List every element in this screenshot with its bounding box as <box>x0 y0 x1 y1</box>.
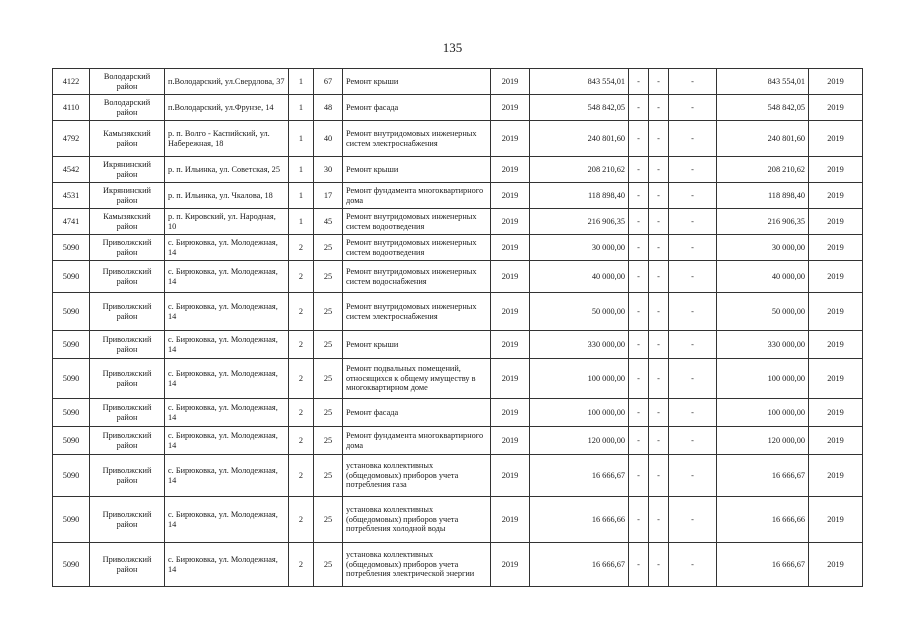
completion-year: 2019 <box>809 497 863 543</box>
completion-year: 2019 <box>809 183 863 209</box>
work-type: установка коллективных (общедомовых) приборов учета потребления электрической энергии <box>343 543 491 587</box>
dash-cell: - <box>649 95 669 121</box>
address: с. Бирюковка, ул. Молодежная, 14 <box>165 455 289 497</box>
dash-cell: - <box>629 497 649 543</box>
district: Приволжский район <box>90 497 165 543</box>
cost-amount: 40 000,00 <box>530 261 629 293</box>
completion-year: 2019 <box>809 261 863 293</box>
table-row <box>53 95 863 121</box>
address: с. Бирюковка, ул. Молодежная, 14 <box>165 331 289 359</box>
cost-amount: 50 000,00 <box>530 293 629 331</box>
district: Приволжский район <box>90 331 165 359</box>
completion-year: 2019 <box>809 121 863 157</box>
dash-cell: - <box>669 209 717 235</box>
dash-cell: - <box>649 543 669 587</box>
dash-cell: - <box>649 427 669 455</box>
dash-cell: - <box>629 121 649 157</box>
dash-cell: - <box>629 235 649 261</box>
total-amount: 100 000,00 <box>717 359 809 399</box>
building-number: 25 <box>314 331 343 359</box>
address: р. п. Ильинка, ул. Чкалова, 18 <box>165 183 289 209</box>
planned-year: 2019 <box>491 293 530 331</box>
object-id: 5090 <box>53 543 90 587</box>
type-code: 2 <box>289 543 314 587</box>
district: Икрянинский район <box>90 157 165 183</box>
cost-amount: 216 906,35 <box>530 209 629 235</box>
building-number: 25 <box>314 359 343 399</box>
building-number: 25 <box>314 543 343 587</box>
cost-amount: 16 666,67 <box>530 455 629 497</box>
dash-cell: - <box>629 359 649 399</box>
object-id: 5090 <box>53 399 90 427</box>
planned-year: 2019 <box>491 235 530 261</box>
planned-year: 2019 <box>491 69 530 95</box>
work-type: Ремонт крыши <box>343 157 491 183</box>
total-amount: 208 210,62 <box>717 157 809 183</box>
object-id: 4531 <box>53 183 90 209</box>
planned-year: 2019 <box>491 261 530 293</box>
table-row <box>53 183 863 209</box>
work-type: установка коллективных (общедомовых) приборов учета потребления холодной воды <box>343 497 491 543</box>
total-amount: 843 554,01 <box>717 69 809 95</box>
address: п.Володарский, ул.Свердлова, 37 <box>165 69 289 95</box>
type-code: 1 <box>289 121 314 157</box>
dash-cell: - <box>649 209 669 235</box>
dash-cell: - <box>649 235 669 261</box>
table-row <box>53 331 863 359</box>
work-type: Ремонт внутридомовых инженерных систем электроснабжения <box>343 293 491 331</box>
object-id: 5090 <box>53 261 90 293</box>
object-id: 5090 <box>53 455 90 497</box>
completion-year: 2019 <box>809 399 863 427</box>
district: Камызякский район <box>90 209 165 235</box>
planned-year: 2019 <box>491 427 530 455</box>
planned-year: 2019 <box>491 331 530 359</box>
district: Приволжский район <box>90 543 165 587</box>
type-code: 1 <box>289 157 314 183</box>
address: п.Володарский, ул.Фрунзе, 14 <box>165 95 289 121</box>
work-type: Ремонт крыши <box>343 331 491 359</box>
total-amount: 240 801,60 <box>717 121 809 157</box>
type-code: 2 <box>289 455 314 497</box>
dash-cell: - <box>649 359 669 399</box>
table-row <box>53 497 863 543</box>
completion-year: 2019 <box>809 157 863 183</box>
district: Приволжский район <box>90 399 165 427</box>
dash-cell: - <box>629 455 649 497</box>
work-type: Ремонт внутридомовых инженерных систем водоснабжения <box>343 261 491 293</box>
object-id: 5090 <box>53 331 90 359</box>
dash-cell: - <box>669 427 717 455</box>
work-type: установка коллективных (общедомовых) приборов учета потребления газа <box>343 455 491 497</box>
object-id: 5090 <box>53 427 90 455</box>
dash-cell: - <box>629 427 649 455</box>
planned-year: 2019 <box>491 95 530 121</box>
building-number: 45 <box>314 209 343 235</box>
dash-cell: - <box>669 261 717 293</box>
work-type: Ремонт внутридомовых инженерных систем водоотведения <box>343 209 491 235</box>
work-type: Ремонт крыши <box>343 69 491 95</box>
work-type: Ремонт подвальных помещений, относящихся к общему имуществу в многоквартирном доме <box>343 359 491 399</box>
district: Икрянинский район <box>90 183 165 209</box>
cost-amount: 208 210,62 <box>530 157 629 183</box>
district: Приволжский район <box>90 293 165 331</box>
dash-cell: - <box>649 261 669 293</box>
type-code: 1 <box>289 209 314 235</box>
dash-cell: - <box>669 183 717 209</box>
dash-cell: - <box>629 261 649 293</box>
completion-year: 2019 <box>809 331 863 359</box>
planned-year: 2019 <box>491 543 530 587</box>
repair-schedule-table <box>52 68 863 587</box>
dash-cell: - <box>669 497 717 543</box>
district: Приволжский район <box>90 261 165 293</box>
total-amount: 120 000,00 <box>717 427 809 455</box>
district: Приволжский район <box>90 235 165 261</box>
building-number: 17 <box>314 183 343 209</box>
planned-year: 2019 <box>491 121 530 157</box>
type-code: 2 <box>289 359 314 399</box>
table-row <box>53 293 863 331</box>
total-amount: 16 666,66 <box>717 497 809 543</box>
cost-amount: 100 000,00 <box>530 359 629 399</box>
cost-amount: 100 000,00 <box>530 399 629 427</box>
dash-cell: - <box>669 455 717 497</box>
planned-year: 2019 <box>491 209 530 235</box>
completion-year: 2019 <box>809 209 863 235</box>
type-code: 2 <box>289 399 314 427</box>
cost-amount: 843 554,01 <box>530 69 629 95</box>
address: с. Бирюковка, ул. Молодежная, 14 <box>165 261 289 293</box>
building-number: 25 <box>314 497 343 543</box>
type-code: 2 <box>289 331 314 359</box>
object-id: 4741 <box>53 209 90 235</box>
total-amount: 216 906,35 <box>717 209 809 235</box>
total-amount: 100 000,00 <box>717 399 809 427</box>
type-code: 2 <box>289 427 314 455</box>
type-code: 1 <box>289 69 314 95</box>
dash-cell: - <box>669 69 717 95</box>
work-type: Ремонт фасада <box>343 95 491 121</box>
type-code: 2 <box>289 261 314 293</box>
type-code: 2 <box>289 497 314 543</box>
table-row <box>53 399 863 427</box>
table-row <box>53 455 863 497</box>
object-id: 5090 <box>53 235 90 261</box>
dash-cell: - <box>669 157 717 183</box>
address: с. Бирюковка, ул. Молодежная, 14 <box>165 399 289 427</box>
planned-year: 2019 <box>491 399 530 427</box>
completion-year: 2019 <box>809 543 863 587</box>
total-amount: 548 842,05 <box>717 95 809 121</box>
district: Приволжский район <box>90 359 165 399</box>
total-amount: 118 898,40 <box>717 183 809 209</box>
completion-year: 2019 <box>809 69 863 95</box>
dash-cell: - <box>669 331 717 359</box>
dash-cell: - <box>649 121 669 157</box>
work-type: Ремонт внутридомовых инженерных систем электроснабжения <box>343 121 491 157</box>
cost-amount: 16 666,67 <box>530 543 629 587</box>
table-row <box>53 121 863 157</box>
planned-year: 2019 <box>491 183 530 209</box>
district: Володарский район <box>90 69 165 95</box>
object-id: 5090 <box>53 497 90 543</box>
work-type: Ремонт внутридомовых инженерных систем водоотведения <box>343 235 491 261</box>
object-id: 4792 <box>53 121 90 157</box>
dash-cell: - <box>629 331 649 359</box>
address: с. Бирюковка, ул. Молодежная, 14 <box>165 293 289 331</box>
dash-cell: - <box>669 359 717 399</box>
completion-year: 2019 <box>809 359 863 399</box>
district: Камызякский район <box>90 121 165 157</box>
work-type: Ремонт фундамента многоквартирного дома <box>343 183 491 209</box>
cost-amount: 118 898,40 <box>530 183 629 209</box>
dash-cell: - <box>669 543 717 587</box>
planned-year: 2019 <box>491 455 530 497</box>
dash-cell: - <box>649 69 669 95</box>
building-number: 25 <box>314 261 343 293</box>
building-number: 30 <box>314 157 343 183</box>
completion-year: 2019 <box>809 235 863 261</box>
work-type: Ремонт фасада <box>343 399 491 427</box>
type-code: 1 <box>289 183 314 209</box>
completion-year: 2019 <box>809 293 863 331</box>
building-number: 67 <box>314 69 343 95</box>
address: с. Бирюковка, ул. Молодежная, 14 <box>165 427 289 455</box>
dash-cell: - <box>629 293 649 331</box>
object-id: 5090 <box>53 293 90 331</box>
completion-year: 2019 <box>809 95 863 121</box>
dash-cell: - <box>669 399 717 427</box>
cost-amount: 330 000,00 <box>530 331 629 359</box>
work-type: Ремонт фундамента многоквартирного дома <box>343 427 491 455</box>
total-amount: 16 666,67 <box>717 455 809 497</box>
object-id: 4110 <box>53 95 90 121</box>
dash-cell: - <box>649 183 669 209</box>
dash-cell: - <box>649 455 669 497</box>
dash-cell: - <box>669 293 717 331</box>
total-amount: 30 000,00 <box>717 235 809 261</box>
table-row <box>53 235 863 261</box>
dash-cell: - <box>649 497 669 543</box>
dash-cell: - <box>669 95 717 121</box>
table-row <box>53 261 863 293</box>
dash-cell: - <box>649 157 669 183</box>
building-number: 25 <box>314 455 343 497</box>
building-number: 25 <box>314 293 343 331</box>
table-row <box>53 427 863 455</box>
dash-cell: - <box>669 121 717 157</box>
district: Приволжский район <box>90 427 165 455</box>
object-id: 4542 <box>53 157 90 183</box>
dash-cell: - <box>629 157 649 183</box>
dash-cell: - <box>629 209 649 235</box>
object-id: 4122 <box>53 69 90 95</box>
completion-year: 2019 <box>809 427 863 455</box>
building-number: 40 <box>314 121 343 157</box>
planned-year: 2019 <box>491 497 530 543</box>
building-number: 25 <box>314 399 343 427</box>
type-code: 2 <box>289 293 314 331</box>
dash-cell: - <box>649 399 669 427</box>
planned-year: 2019 <box>491 157 530 183</box>
address: р. п. Волго - Каспийский, ул. Набережная, 18 <box>165 121 289 157</box>
cost-amount: 30 000,00 <box>530 235 629 261</box>
address: с. Бирюковка, ул. Молодежная, 14 <box>165 543 289 587</box>
address: р. п. Кировский, ул. Народная, 10 <box>165 209 289 235</box>
cost-amount: 548 842,05 <box>530 95 629 121</box>
dash-cell: - <box>629 399 649 427</box>
address: р. п. Ильинка, ул. Советская, 25 <box>165 157 289 183</box>
cost-amount: 16 666,66 <box>530 497 629 543</box>
district: Приволжский район <box>90 455 165 497</box>
type-code: 2 <box>289 235 314 261</box>
total-amount: 330 000,00 <box>717 331 809 359</box>
cost-amount: 240 801,60 <box>530 121 629 157</box>
total-amount: 40 000,00 <box>717 261 809 293</box>
table-row <box>53 359 863 399</box>
building-number: 48 <box>314 95 343 121</box>
dash-cell: - <box>649 331 669 359</box>
table-row <box>53 157 863 183</box>
total-amount: 16 666,67 <box>717 543 809 587</box>
dash-cell: - <box>629 69 649 95</box>
total-amount: 50 000,00 <box>717 293 809 331</box>
dash-cell: - <box>629 543 649 587</box>
dash-cell: - <box>629 95 649 121</box>
planned-year: 2019 <box>491 359 530 399</box>
object-id: 5090 <box>53 359 90 399</box>
dash-cell: - <box>669 235 717 261</box>
district: Володарский район <box>90 95 165 121</box>
table-row <box>53 209 863 235</box>
dash-cell: - <box>649 293 669 331</box>
building-number: 25 <box>314 427 343 455</box>
table-row <box>53 543 863 587</box>
cost-amount: 120 000,00 <box>530 427 629 455</box>
type-code: 1 <box>289 95 314 121</box>
address: с. Бирюковка, ул. Молодежная, 14 <box>165 359 289 399</box>
dash-cell: - <box>629 183 649 209</box>
building-number: 25 <box>314 235 343 261</box>
address: с. Бирюковка, ул. Молодежная, 14 <box>165 235 289 261</box>
address: с. Бирюковка, ул. Молодежная, 14 <box>165 497 289 543</box>
page-number: 135 <box>442 40 463 55</box>
table-row <box>53 69 863 95</box>
completion-year: 2019 <box>809 455 863 497</box>
